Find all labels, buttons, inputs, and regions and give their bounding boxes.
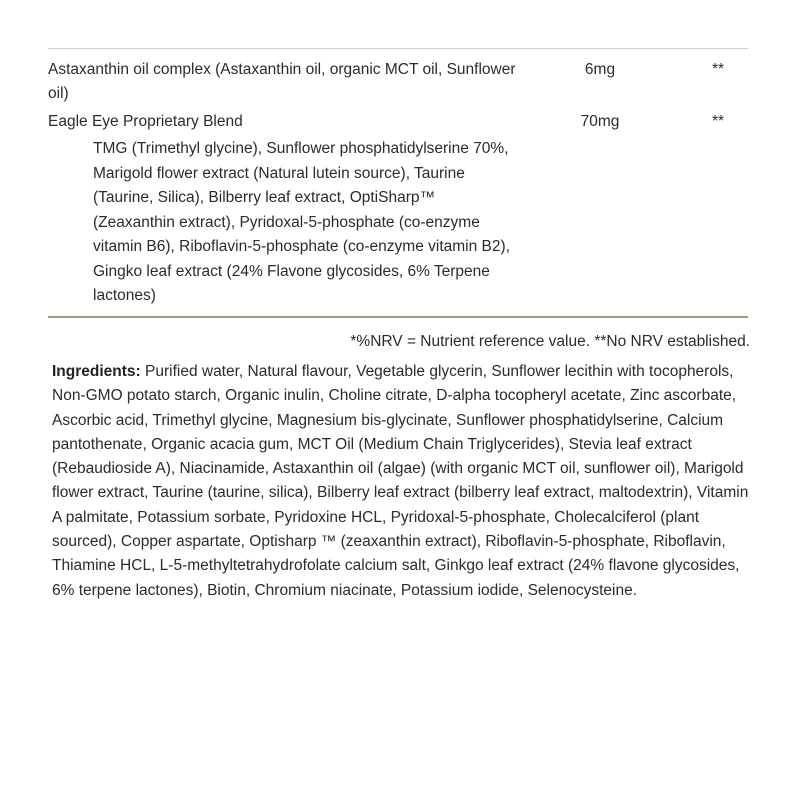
ingredients-label: Ingredients: <box>52 363 141 380</box>
ingredient-nrv: ** <box>711 61 725 78</box>
ingredient-amount: 6mg <box>584 61 616 78</box>
ingredient-name: Eagle Eye Proprietary Blend <box>48 113 243 130</box>
nrv-footnote: *%NRV = Nutrient reference value. **No NRV established. <box>350 333 750 350</box>
ingredient-name: Astaxanthin oil complex (Astaxanthin oil, organic MCT oil, Sunflower oil) <box>48 61 516 102</box>
ingredients-text: Purified water, Natural flavour, Vegetable glycerin, Sunflower lecithin with tocopherols, Non-GMO potato starch, Organic inulin, Choline citrate, D-alpha tocopheryl acetate, Zinc ascorbate, Ascorbic acid, Trimethyl glycine, Magnesium bis-glycinate, Sunflower phosphatidylserine, Calcium pantothenate, Organic acacia gum, MCT Oil (Medium Chain Triglycerides), Stevia leaf extract (Rebaudioside A), Niacinamide, Astaxanthin oil (algae) (with organic MCT oil, sunflower oil), Marigold flower extract, Taurine (taurine, silica), Bilberry leaf extract (bilberry leaf extract, maltodextrin), Vitamin A palmitate, Potassium sorbate, Pyridoxine HCL, Pyridoxal-5-phosphate, Cholecalciferol (plant sourced), Copper aspartate, Optisharp ™ (zeaxanthin extract), Riboflavin-5-phosphate, Riboflavin, Thiamine HCL, L-5-methyltetrahydrofolate calcium salt, Ginkgo leaf extract (24% flavone glycosides, 6% terpene lactones), Biotin, Chromium niacinate, Potassium iodide, Selenocysteine. <box>52 363 749 599</box>
ingredient-amount: 70mg <box>580 113 620 130</box>
table-bottom-divider <box>48 316 748 318</box>
table-top-divider <box>48 48 748 49</box>
ingredient-nrv: ** <box>711 113 725 130</box>
blend-components: TMG (Trimethyl glycine), Sunflower phosphatidylserine 70%, Marigold flower extract (Natural lutein source), Taurine (Taurine, Silica), Bilberry leaf extract, OptiSharp™ (Zeaxanthin extract), Pyridoxal-5-phosphate (co-enzyme vitamin B6), Riboflavin-5-phosphate (co-enzyme vitamin B2), Gingko leaf extract (24% Flavone glycosides, 6% Terpene lactones) <box>93 140 510 304</box>
ingredients-list <box>52 360 752 603</box>
